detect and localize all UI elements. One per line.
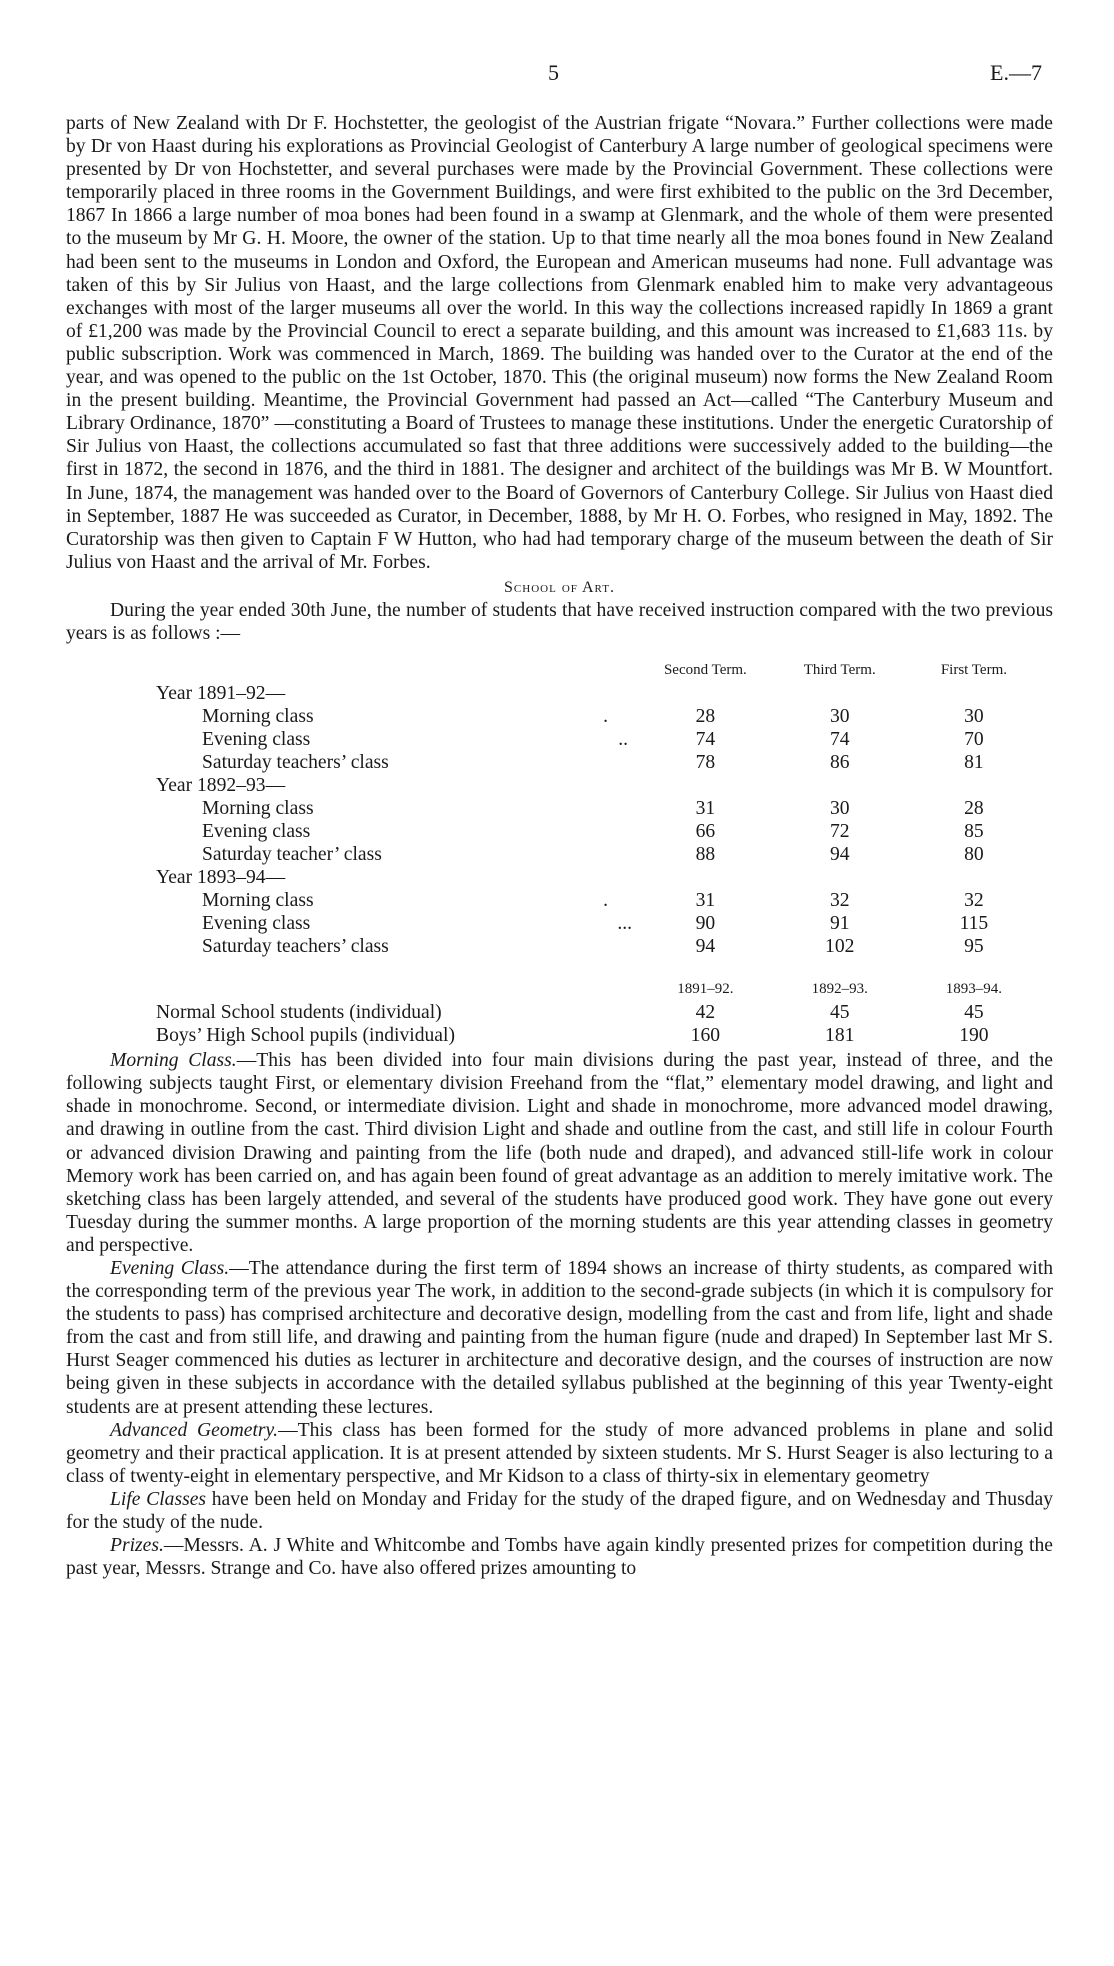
paragraph-heading: Advanced Geometry. <box>110 1419 279 1441</box>
row-label: Morning class <box>202 706 314 728</box>
table-row <box>156 705 1041 728</box>
paragraph-heading: Prizes. <box>110 1535 164 1557</box>
column-header: 1891–92. <box>677 981 734 998</box>
paragraph-text: —The attendance during the first term of 1894 shows an increase of thirty students, as compared with the corresponding term of the previous year The work, in addition to the second-grade subjects (in which it is compulsory for the students to pass) has comprised architecture and decorative design, modelling from the cast and from life, light and shade from the cast and from still life, and drawing and painting from the human figure (nude and draped) In September last Mr S. Hurst Seager commenced his duties as lecturer in architecture and decorative design, and the courses of instruction are now being given in these subjects in accordance with the detailed syllabus published at the beginning of this year Twenty-eight students are at present attending these lectures. <box>66 1258 1053 1418</box>
row-label: Evening class <box>202 729 311 751</box>
table-cell: 91 <box>829 913 850 935</box>
table-cell: 30 <box>829 798 850 820</box>
table-row <box>156 912 1041 935</box>
table-cell: 31 <box>695 798 716 820</box>
document-reference: E.—7 <box>990 60 1042 85</box>
table-cell: 28 <box>964 798 984 820</box>
table-cell: 94 <box>829 844 850 866</box>
table-cell: 45 <box>964 1002 984 1024</box>
column-header: 1893–94. <box>945 981 1003 998</box>
paragraph-text: —This class has been formed for the study of more advanced problems in plane and solid geometry and their practical application. It is at present attended by sixteen students. Mr S. Hurst Seager is also lecturing to a class of twenty-eight in elementary perspective, and Mr Kidson to a class of thirty-six in elementary geometry <box>66 1419 1054 1487</box>
attendance-table <box>156 659 1041 1047</box>
dot-leader: . <box>603 890 609 912</box>
row-label: Saturday teachers’ class <box>202 752 389 774</box>
paragraph-heading: Morning Class. <box>110 1050 237 1072</box>
table-cell: 32 <box>964 890 984 912</box>
table-cell: 45 <box>829 1002 850 1024</box>
table-cell: 190 <box>959 1025 989 1047</box>
table-cell: 72 <box>829 821 850 843</box>
row-label: Normal School students (individual) <box>156 1002 442 1024</box>
row-label: Evening class <box>202 913 311 935</box>
table-cell: 115 <box>959 913 989 935</box>
column-header: Third Term. <box>803 662 876 679</box>
table-cell: 42 <box>695 1002 716 1024</box>
section-title: School of Art. <box>504 578 615 596</box>
table-row <box>156 797 1041 820</box>
table-cell: 81 <box>964 752 984 774</box>
table-row <box>156 889 1041 912</box>
table-cell: 32 <box>829 890 850 912</box>
column-header: Second Term. <box>663 662 747 679</box>
table-row <box>156 820 1041 843</box>
dot-leader: ... <box>617 913 633 935</box>
page-number: 5 <box>548 60 559 85</box>
morning-class-paragraph <box>66 1049 1053 1257</box>
table-cell: 66 <box>695 821 716 843</box>
year-label: Year 1891–92— <box>156 683 286 705</box>
column-header: 1892–93. <box>811 981 868 998</box>
table-cell: 86 <box>829 752 850 774</box>
table-cell: 88 <box>695 844 716 866</box>
page-header <box>0 60 1114 90</box>
row-label: Saturday teacher’ class <box>202 844 382 866</box>
column-header: First Term. <box>940 662 1007 679</box>
intro-paragraph: parts of New Zealand with Dr F. Hochstetter, the geologist of the Austrian frigate “Novara.” Further collections were made by Dr von Haast during his explorations as Provincial Geologist of Canterbury A large number of geological specimens were presented by Dr von Hochstetter, and several purchases were made by the Provincial Government. These collections were temporarily placed in three rooms in the Government Buildings, and were first exhibited to the public on the 3rd December, 1867 In 1866 a large number of moa bones had been found in a swamp at Glenmark, and the whole of them were presented to the museum by Mr G. H. Moore, the owner of the station. Up to that time nearly all the moa bones found in New Zealand had been sent to the museums in London and Oxford, the European and American museums had none. Full advantage was taken of this by Sir Julius von Haast, and the large collections from Glenmark enabled him to make very advantageous exchanges with most of the larger museums all over the world. In this way the collections increased rapidly In 1869 a grant of £1,200 was made by the Provincial Council to erect a separate building, and this amount was increased to £1,683 11s. by public subscription. Work was commenced in March, 1869. The building was handed over to the Curator at the end of the year, and was opened to the public on the 1st October, 1870. This (the original museum) now forms the New Zealand Room in the present building. Meantime, the Provincial Government had passed an Act—called “The Canterbury Museum and Library Ordinance, 1870” —constituting a Board of Trustees to manage these institutions. Under the energetic Curatorship of Sir Julius von Haast, the collections accumulated so fast that three additions were successively added to the building—the first in 1872, the second in 1876, and the third in 1881. The designer and architect of the buildings was Mr B. W Mountfort. In June, 1874, the management was handed over to the Board of Governors of Canterbury College. Sir Julius von Haast died in September, 1887 He was succeeded as Curator, in December, 1888, by Mr H. O. Forbes, who resigned in May, 1892. The Curatorship was then given to Captain F W Hutton, who had had temporary charge of the museum between the death of Sir Julius von Haast and the arrival of Mr. Forbes. <box>66 113 1053 573</box>
dot-leader: . <box>603 706 609 728</box>
prizes-paragraph <box>66 1534 1053 1580</box>
row-label: Evening class <box>202 821 311 843</box>
paragraph-text: —This has been divided into four main divisions during the past year, instead of three, and the following subjects taught First, or elementary division Freehand from the “flat,” elementary model drawing, and light and shade in monochrome. Second, or intermediate division. Light and shade in monochrome, more advanced model drawing, and drawing in outline from the cast. Third division Light and shade and outline from the cast, and still life in colour Fourth or advanced division Drawing and painting from the life (both nude and draped), and advanced still-life work in colour Memory work has been carried on, and has again been found of great advantage as an addition to merely imitative work. The sketching class has been largely attended, and several of the students have produced good work. They have gone out every Tuesday during the summer months. A large proportion of the morning students are this year attending classes in geometry and perspective. <box>66 1050 1054 1256</box>
table-row <box>156 728 1041 751</box>
table-cell: 74 <box>829 729 850 751</box>
table-cell: 90 <box>695 913 716 935</box>
table-cell: 80 <box>964 844 984 866</box>
table-cell: 160 <box>690 1025 721 1047</box>
row-label: Saturday teachers’ class <box>202 936 389 958</box>
table-cell: 30 <box>829 706 850 728</box>
table-cell: 95 <box>964 936 984 958</box>
paragraph-text: have been held on Monday and Friday for the study of the draped figure, and on Wednesday and Thusday for the study of the nude. <box>66 1488 1053 1534</box>
evening-class-paragraph <box>66 1257 1053 1419</box>
table-cell: 94 <box>695 936 716 958</box>
row-label: Morning class <box>202 798 314 820</box>
table-cell: 102 <box>825 936 855 958</box>
table-cell: 181 <box>825 1025 855 1047</box>
document-body <box>66 112 1053 1580</box>
year-label: Year 1893–94— <box>156 867 286 889</box>
table-cell: 74 <box>695 729 716 751</box>
paragraph-heading: Life Classes <box>110 1488 207 1510</box>
paragraph-text: —Messrs. A. J White and Whitcombe and Tombs have again kindly presented prizes for competition during the past year, Messrs. Strange and Co. have also offered prizes amounting to <box>66 1535 1053 1580</box>
table-row <box>156 1024 1041 1047</box>
table-row <box>156 1001 1041 1024</box>
table-cell: 70 <box>964 729 984 751</box>
table-row <box>156 935 1041 958</box>
advanced-geometry-paragraph <box>66 1419 1053 1488</box>
table-cell: 78 <box>695 752 716 774</box>
table-cell: 31 <box>695 890 716 912</box>
year-label: Year 1892–93— <box>156 775 286 797</box>
table-cell: 30 <box>964 706 984 728</box>
table-row <box>156 843 1041 866</box>
table-cell: 85 <box>964 821 984 843</box>
row-label: Morning class <box>202 890 314 912</box>
table-row <box>156 751 1041 774</box>
dot-leader: .. <box>618 729 629 751</box>
attendance-intro: During the year ended 30th June, the number of students that have received instruction compared with the two previous years is as follows :— <box>66 599 1053 645</box>
table-cell: 28 <box>695 706 716 728</box>
life-classes-paragraph <box>66 1488 1053 1534</box>
row-label: Boys’ High School pupils (individual) <box>156 1025 455 1047</box>
paragraph-heading: Evening Class. <box>110 1258 230 1279</box>
